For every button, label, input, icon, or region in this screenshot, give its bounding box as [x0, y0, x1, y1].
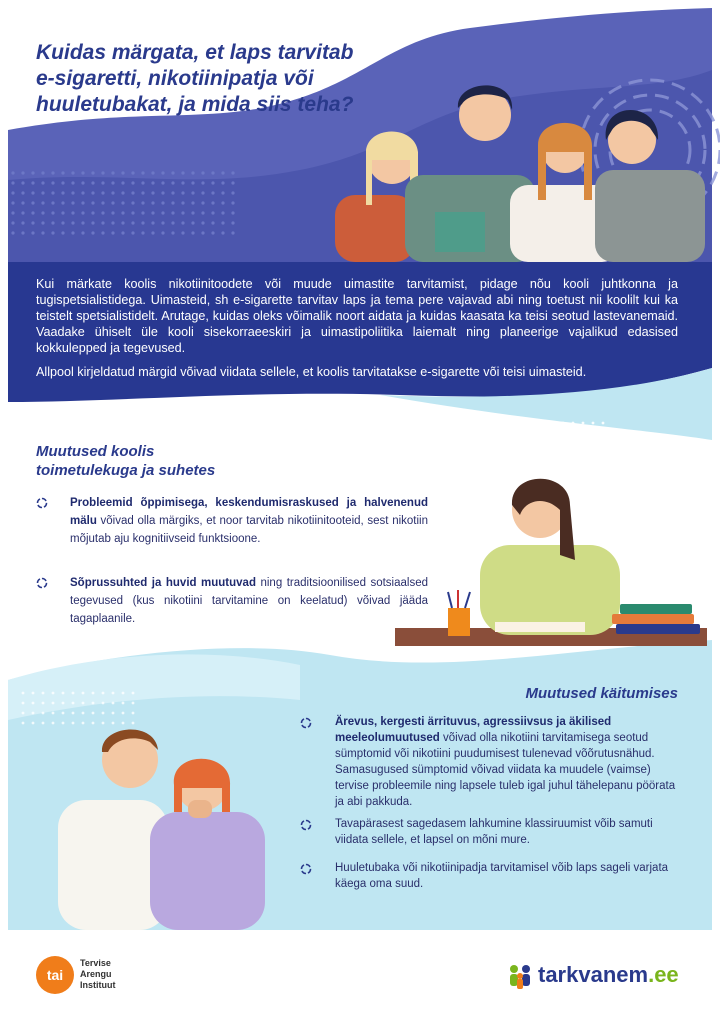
- title-line-2: e-sigaretti, nikotiinipatja või: [36, 67, 314, 90]
- dot-pattern: [10, 170, 240, 240]
- intro-paragraph-2: Allpool kirjeldatud märgid võivad viidata sellele, et koolis tarvitatakse e-sigarette või teisi uimasteid.: [36, 365, 587, 379]
- title-line-3: huuletubakat, ja mida siis teha?: [36, 93, 354, 116]
- circle-bullet-icon: [300, 819, 312, 831]
- item-text: Huuletubaka või nikotiinipadja tarvitamisel võib laps sageli varjata käega oma suud.: [335, 862, 669, 890]
- section2-item-2: [300, 816, 682, 848]
- page-title: [36, 40, 456, 118]
- section1-heading-line-2: toimetulekuga ja suhetes: [36, 462, 216, 479]
- section1-item-1: [36, 494, 428, 548]
- section1-item-2: [36, 574, 428, 628]
- intro-paragraph-1: Kui märkate koolis nikotiinitoodete või muude uimastite tarvitamist, pidage nõu kooli juhtkonna ja tugispetsialistidega. Uimasteid, sh e-sigarette tarvitav laps ja tema pere vajavad abi ning toetust nii koolilt kui ka teistelt spetsialistidelt. Arutage, kuidas oleks võimalik noort aidata ja kuidas kaasata ka teisi seotud lastevanemaid. Vaadake ühiselt üle kooli sisekorraeeskiri ja uimastipoliitika laiemalt ning planeerige vajalikud edasised kokkulepped ja tegevused.: [36, 277, 678, 355]
- white-dot-pattern: [430, 415, 610, 475]
- item-bold-text: Probleemid õppimisega, keskendumisraskused ja halvenenud mälu: [70, 497, 428, 527]
- family-icon: [506, 964, 534, 990]
- tai-line-2: Arengu: [80, 969, 112, 979]
- intro-text: [36, 276, 678, 388]
- section2-heading: Muutused käitumises: [525, 685, 678, 702]
- section2-item-1: [300, 714, 682, 810]
- item-text: võivad olla märgiks, et noor tarvitab nikotiinitooteid, sest nikotiin mõjutab aju kognitiivseid funktsioone.: [70, 515, 428, 545]
- item-bold-text: Sõprussuhted ja huvid muutuvad: [70, 577, 256, 589]
- studying-girl-illustration: [395, 479, 707, 646]
- tai-name: [80, 958, 116, 991]
- tai-logo: [36, 956, 126, 996]
- tarkvanem-name: tarkvanem: [538, 962, 649, 987]
- circle-bullet-icon: [300, 717, 312, 729]
- tarkvanem-tld: .ee: [648, 962, 679, 987]
- item-text: võivad olla nikotiini tarvitamisega seotud sümptomid või nikotiini puudumisest tulenevad võõrutusnähud. Samasugused sümptomid võivad viidata ka muudele (vaimse) tervise probleemile ning lapsele tuleb igal juhul tähelepanu pöörata ja abi pakkuda.: [335, 732, 676, 808]
- section1-heading: [36, 442, 215, 480]
- item-text: ning traditsioonilised sotsiaalsed tegevused (kus nikotiini tarvitamine on keelatud) võivad jääda tagaplaanile.: [70, 577, 428, 625]
- circle-bullet-icon: [36, 577, 48, 589]
- tai-line-3: Instituut: [80, 980, 116, 990]
- tai-line-1: Tervise: [80, 958, 111, 968]
- item-text: Tavapärasest sagedasem lahkumine klassiruumist võib samuti viidata sellele, et lapsel on mõni mure.: [335, 818, 653, 846]
- tarkvanem-logo: [506, 960, 696, 996]
- section2-item-3: [300, 860, 682, 892]
- title-line-1: Kuidas märgata, et laps tarvitab: [36, 41, 354, 64]
- section1-heading-line-1: Muutused koolis: [36, 443, 155, 460]
- tarkvanem-wordmark: [538, 962, 679, 988]
- tai-mark: tai: [36, 956, 74, 994]
- circle-bullet-icon: [300, 863, 312, 875]
- circle-bullet-icon: [36, 497, 48, 509]
- item-bold-text: Ärevus, kergesti ärrituvus, agressiivsus ja äkilised meeleolumuutused: [335, 716, 612, 744]
- white-dot-pattern-2: [20, 690, 140, 730]
